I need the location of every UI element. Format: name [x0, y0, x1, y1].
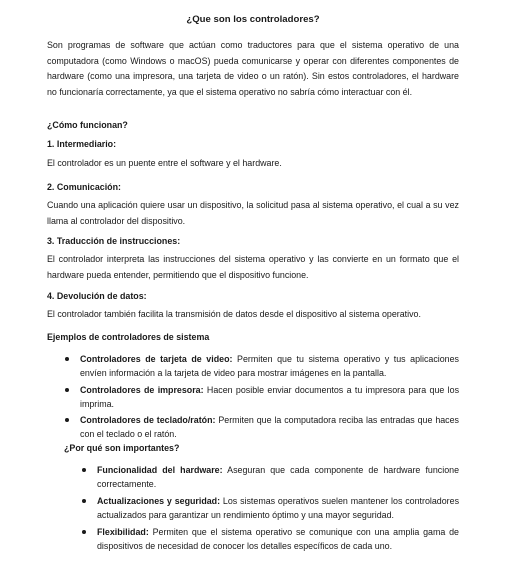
importance-text: Permiten que el sistema operativo se comunique con una amplia gama de dispositivos de necesidad de conocer los detalles específicos de cada uno.	[97, 527, 459, 551]
step-text-2: Cuando una aplicación quiere usar un dispositivo, la solicitud pasa al sistema operativo, el cual a su vez llama al controlador del dispositivo.	[47, 200, 459, 226]
step-heading-1: 1. Intermediario:	[47, 139, 117, 149]
list-item	[80, 352, 459, 380]
example-text: Permiten que tu sistema operativo y tus aplicaciones envíen información a la tarjeta de video para mostrar imágenes en la pantalla.	[80, 354, 459, 378]
bullet-icon	[82, 468, 86, 472]
example-term: Controladores de impresora:	[80, 384, 204, 395]
step-text-3: El controlador interpreta las instrucciones del sistema operativo y las convierte en un formato que el hardware pueda entender, permitiendo que el dispositivo funcione.	[47, 254, 459, 280]
importance-term: Actualizaciones y seguridad:	[97, 496, 221, 506]
how-heading: ¿Cómo funcionan?	[47, 120, 128, 130]
bullet-icon	[65, 418, 69, 422]
importance-term: Funcionalidad del hardware:	[97, 465, 223, 475]
list-item	[97, 463, 459, 491]
example-term: Controladores de teclado/ratón:	[80, 415, 216, 425]
bullet-icon	[65, 357, 69, 361]
examples-list	[80, 352, 459, 444]
document-title: ¿Que son los controladores?	[186, 14, 320, 25]
example-text: Hacen posible enviar documentos a tu impresora para que los imprima.	[80, 384, 460, 409]
examples-heading: Ejemplos de controladores de sistema	[47, 332, 210, 342]
importance-text: Aseguran que cada componente de hardware funcione correctamente.	[97, 465, 460, 489]
importance-term: Flexibilidad:	[97, 527, 149, 537]
list-item	[97, 525, 459, 553]
example-term: Controladores de tarjeta de video:	[80, 354, 233, 364]
importance-text: Los sistemas operativos suelen mantener los controladores actualizados para garantizar un rendimiento óptimo y una mayor seguridad.	[97, 496, 459, 520]
step-heading-3: 3. Traducción de instrucciones:	[47, 236, 181, 246]
list-item	[80, 413, 459, 441]
importance-list	[97, 463, 459, 556]
bullet-icon	[65, 388, 69, 392]
step-text-1: El controlador es un puente entre el software y el hardware.	[47, 158, 282, 168]
step-heading-4: 4. Devolución de datos:	[47, 291, 147, 301]
step-text-4: El controlador también facilita la transmisión de datos desde el dispositivo al sistema operativo.	[47, 309, 421, 319]
step-heading-2: 2. Comunicación:	[47, 182, 121, 192]
list-item	[97, 494, 459, 522]
list-item	[80, 383, 459, 411]
example-text: Permiten que la computadora reciba las entradas que haces con el teclado o el ratón.	[80, 415, 459, 439]
bullet-icon	[82, 530, 86, 534]
intro-paragraph: Son programas de software que actúan como traductores para que el sistema operativo de una computadora (como Windows o macOS) pueda comunicarse y operar con diferentes componentes de hardware (como una impresora, una tarjeta de video o un ratón). Sin estos controladores, el hardware no funcionaría correctamente, ya que el sistema operativo no sabría cómo interactuar con él.	[47, 40, 459, 97]
importance-heading: ¿Por qué son importantes?	[64, 443, 180, 453]
bullet-icon	[82, 499, 86, 503]
